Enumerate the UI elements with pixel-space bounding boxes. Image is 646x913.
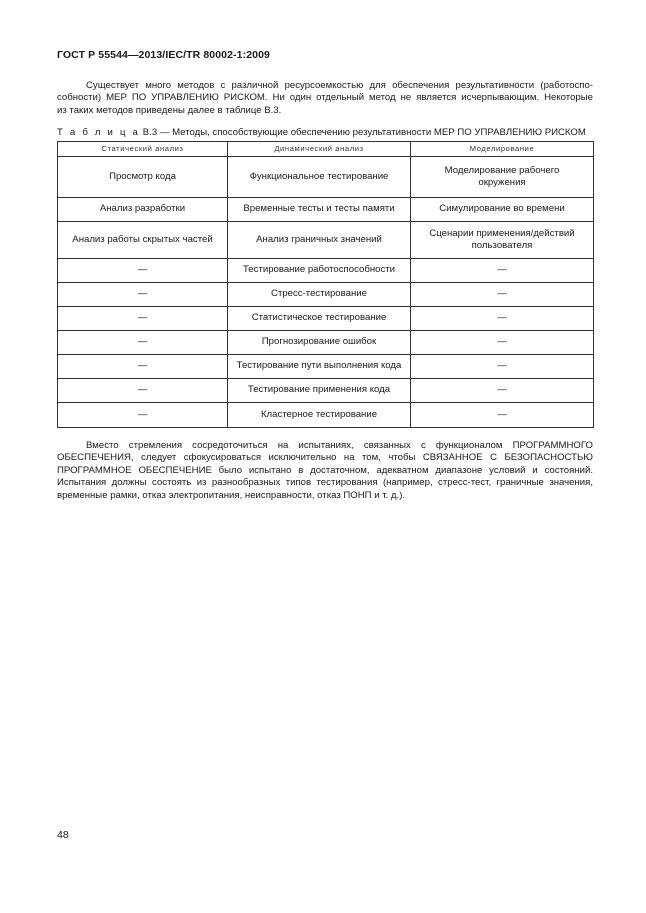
conclusion-line: Испытания должны состоять из разнообразных типов тестирования (например, стресс-тест, граничные значения, bbox=[57, 477, 593, 489]
table-cell: Временные тесты и тесты памяти bbox=[228, 198, 411, 222]
column-header-dynamic-analysis: Динамический анализ bbox=[228, 142, 411, 157]
table-cell: — bbox=[411, 379, 594, 403]
conclusion-line: ПРОГРАММНОЕ ОБЕСПЕЧЕНИЕ было испытано в достаточном, адекватном диапазоне условий и состояний. bbox=[57, 464, 593, 476]
table-row bbox=[58, 355, 594, 379]
page-number: 48 bbox=[57, 829, 69, 841]
table-caption-prefix: Т а б л и ц а bbox=[57, 127, 141, 138]
table-row bbox=[58, 307, 594, 331]
table-cell: Стресс-тестирование bbox=[228, 283, 411, 307]
table-caption bbox=[57, 127, 586, 138]
table-cell: Прогнозирование ошибок bbox=[228, 331, 411, 355]
table-cell: — bbox=[58, 403, 228, 428]
table-row bbox=[58, 198, 594, 222]
table-cell: — bbox=[411, 259, 594, 283]
intro-line: собности) МЕР ПО УПРАВЛЕНИЮ РИСКОМ. Ни один отдельный метод не является исчерпывающим. Некоторые bbox=[57, 92, 593, 104]
table-cell: — bbox=[58, 331, 228, 355]
intro-paragraph bbox=[57, 80, 593, 117]
table-row bbox=[58, 259, 594, 283]
table-cell: Анализ работы скрытых частей bbox=[58, 222, 228, 259]
table-cell: — bbox=[411, 307, 594, 331]
intro-line: из таких методов приведены далее в таблице В.3. bbox=[57, 104, 282, 116]
table-header-row bbox=[58, 142, 594, 157]
table-cell: Кластерное тестирование bbox=[228, 403, 411, 428]
conclusion-line: Вместо стремления сосредоточиться на испытаниях, связанных с функционалом ПРОГРАММНОГО bbox=[86, 440, 593, 451]
table-caption-text: В.3 — Методы, способствующие обеспечению результативности МЕР ПО УПРАВЛЕНИЮ РИСКОМ bbox=[142, 127, 586, 138]
table-cell: Просмотр кода bbox=[58, 157, 228, 198]
table-cell: — bbox=[58, 259, 228, 283]
table-cell: — bbox=[58, 379, 228, 403]
column-header-static-analysis: Статический анализ bbox=[58, 142, 228, 157]
intro-line: Существует много методов с различной ресурсоемкостью для обеспечения результативности (работоспо- bbox=[86, 80, 593, 91]
table-cell: — bbox=[411, 403, 594, 428]
table-cell: Функциональное тестирование bbox=[228, 157, 411, 198]
column-header-modeling: Моделирование bbox=[411, 142, 594, 157]
table-cell: — bbox=[411, 331, 594, 355]
table-cell: Сценарии применения/действий пользователя bbox=[411, 222, 594, 259]
table-cell: — bbox=[58, 283, 228, 307]
table-cell: Моделирование рабочего окружения bbox=[411, 157, 594, 198]
table-cell: Тестирование применения кода bbox=[228, 379, 411, 403]
table-cell: — bbox=[411, 283, 594, 307]
table-row bbox=[58, 157, 594, 198]
table-row bbox=[58, 331, 594, 355]
table-cell: Статистическое тестирование bbox=[228, 307, 411, 331]
table-cell: Тестирование работоспособности bbox=[228, 259, 411, 283]
document-header: ГОСТ Р 55544—2013/IEC/TR 80002-1:2009 bbox=[57, 49, 270, 61]
table-cell: — bbox=[58, 307, 228, 331]
table-row bbox=[58, 283, 594, 307]
methods-table bbox=[57, 141, 594, 428]
table-row bbox=[58, 379, 594, 403]
table-cell: — bbox=[411, 355, 594, 379]
conclusion-paragraph bbox=[57, 440, 593, 502]
table-cell: Симулирование во времени bbox=[411, 198, 594, 222]
table-cell: Анализ граничных значений bbox=[228, 222, 411, 259]
table-row bbox=[58, 403, 594, 428]
table-cell: — bbox=[58, 355, 228, 379]
conclusion-line: ОБЕСПЕЧЕНИЯ, следует сфокусироваться исключительно на том, чтобы СВЯЗАННОЕ С БЕЗОПАСНОСТЬЮ bbox=[57, 452, 593, 464]
table-cell: Анализ разработки bbox=[58, 198, 228, 222]
table-cell: Тестирование пути выполнения кода bbox=[228, 355, 411, 379]
table-row bbox=[58, 222, 594, 259]
conclusion-line: временные рамки, отказ электропитания, неисправности, отказ ПОНП и т. д.). bbox=[57, 489, 406, 501]
